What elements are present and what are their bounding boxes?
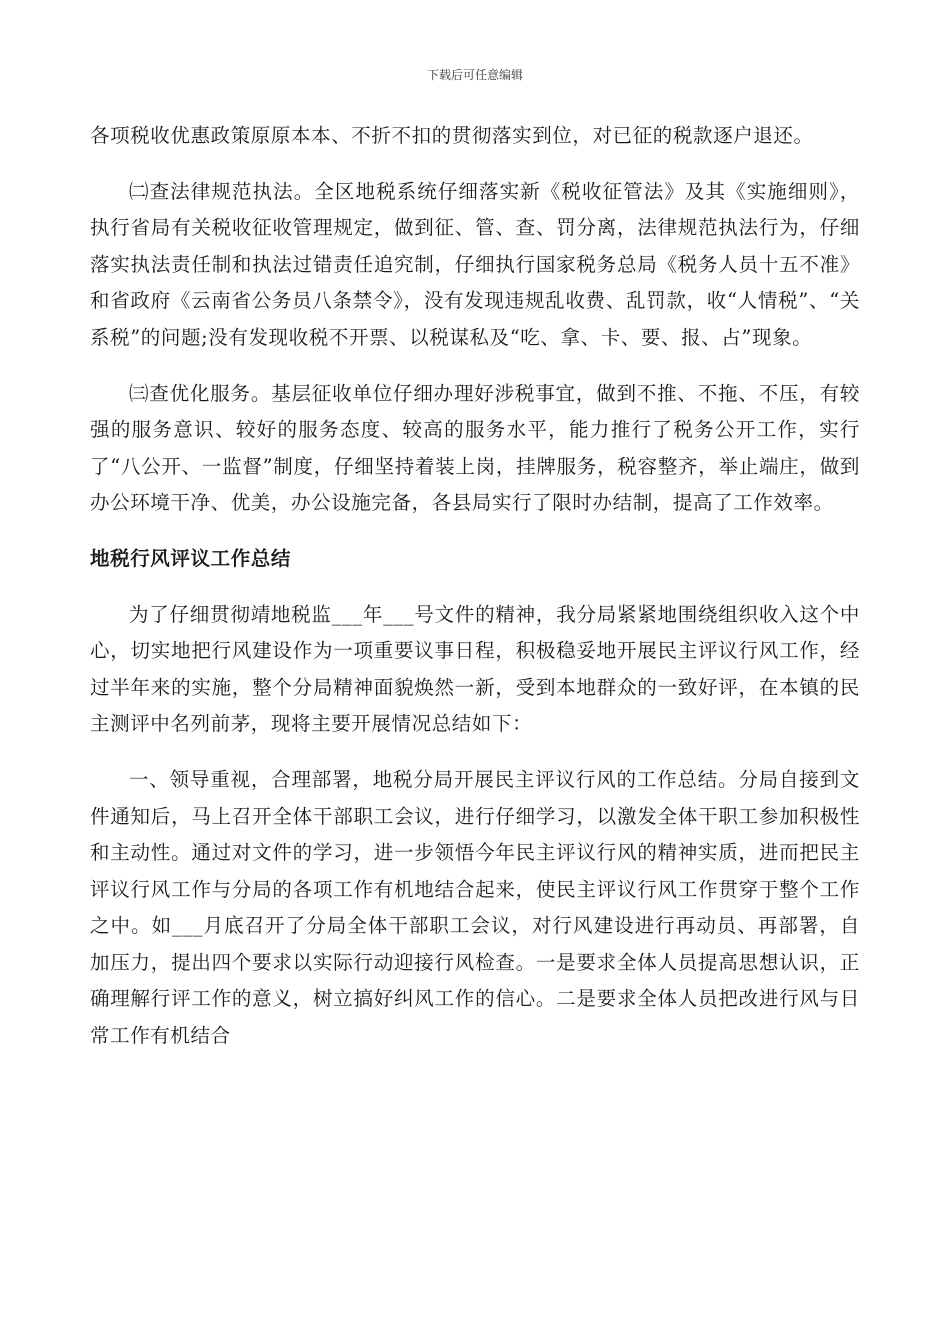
- section-title: 地税行风评议工作总结: [90, 546, 292, 570]
- paragraph-service-optimization: ㈢查优化服务。基层征收单位仔细办理好涉税事宜，做到不推、不拖、不压，有较强的服务意识、较好的服务态度、较高的服务水平，能力推行了税务公开工作，实行了“八公开、一监督”制度，仔细坚持着装上岗，挂牌服务，税容整齐，举止端庄，做到办公环境干净、优美，办公设施完备，各县局实行了限时办结制，提高了工作效率。: [90, 381, 860, 515]
- paragraph-intro: 为了仔细贯彻靖地税监___年___号文件的精神，我分局紧紧地围绕组织收入这个中心，切实地把行风建设作为一项重要议事日程，积极稳妥地开展民主评议行风工作，经过半年来的实施，整个分局精神面貌焕然一新，受到本地群众的一致好评，在本镇的民主测评中名列前茅，现将主要开展情况总结如下：: [90, 602, 860, 736]
- paragraph-continuation: 各项税收优惠政策原原本本、不折不扣的贯彻落实到位，对已征的税款逐户退还。: [90, 124, 814, 147]
- document-body: [90, 118, 860, 1055]
- page-header-note: 下载后可任意编辑: [426, 68, 523, 82]
- paragraph-leadership: 一、领导重视，合理部署，地税分局开展民主评议行风的工作总结。分局自接到文件通知后，马上召开全体干部职工会议，进行仔细学习，以激发全体干职工参加积极性和主动性。通过对文件的学习，进一步领悟今年民主评议行风的精神实质，进而把民主评议行风工作与分局的各项工作有机地结合起来，使民主评议行风工作贯穿于整个工作之中。如___月底召开了分局全体干部职工会议，对行风建设进行再动员、再部署，自加压力，提出四个要求以实际行动迎接行风检查。一是要求全体人员提高思想认识，正确理解行评工作的意义，树立搞好纠风工作的信心。二是要求全体人员把改进行风与日常工作有机结合: [90, 767, 860, 1048]
- paragraph-law-enforcement: ㈡查法律规范执法。全区地税系统仔细落实新《税收征管法》及其《实施细则》，执行省局有关税收征收管理规定，做到征、管、查、罚分离，法律规范执法行为，仔细落实执法责任制和执法过错责任追究制，仔细执行国家税务总局《税务人员十五不准》和省政府《云南省公务员八条禁令》，没有发现违规乱收费、乱罚款，收“人情税”、“关系税”的问题;没有发现收税不开票、以税谋私及“吃、拿、卡、要、报、占”现象。: [90, 179, 860, 349]
